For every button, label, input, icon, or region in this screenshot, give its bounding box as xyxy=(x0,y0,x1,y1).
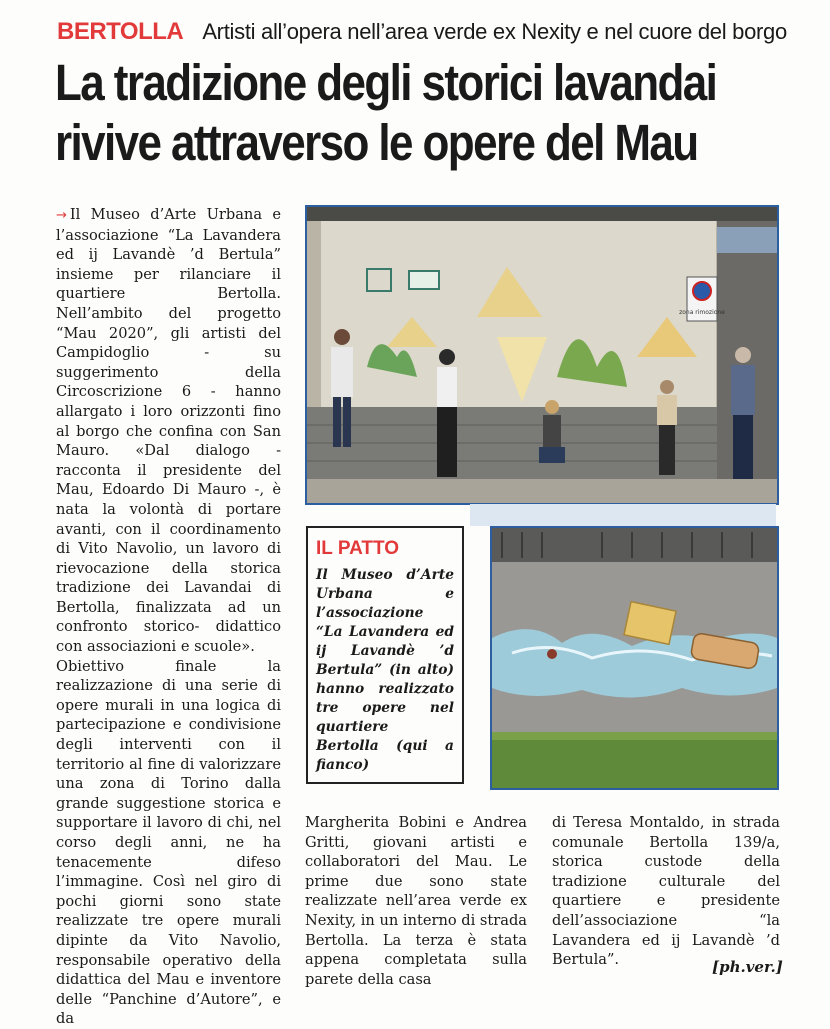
article-column-1 xyxy=(56,205,281,1029)
kicker xyxy=(57,18,787,52)
article-column-3 xyxy=(552,813,780,970)
photo-mural-group xyxy=(305,205,779,505)
headline-line-2: rivive attraverso le opere del Mau xyxy=(55,114,698,172)
photo-credit: [ph.ver.] xyxy=(712,958,783,976)
kicker-summary: Artisti all’opera nell’area verde ex Nexity e nel cuore del borgo xyxy=(202,19,787,44)
photo-mural-group-image xyxy=(307,207,777,503)
lead-arrow-icon: → xyxy=(56,208,67,223)
sidebar-box xyxy=(306,526,464,784)
box-label: IL PATTO xyxy=(316,538,400,559)
paragraph-1 xyxy=(56,205,281,657)
no-parking-sign-text: zona rimozione xyxy=(679,309,725,316)
paragraph-2: Obiettivo finale la realizzazione di una serie di opere murali in una logica di partecipazione e condivisione degli interventi con il territorio al fine di valorizzare una zona di Torino dalla grande suggestione storica e supportare il lavoro di chi, nel corso degli anni, ne ha tenacemente difeso l’immagine. Così nel giro di pochi giorni sono state realizzate tre opere murali dipinte da Vito Navolio, responsabile operativo della didattica del Mau e inventore delle “Panchine d’Autore”, e da xyxy=(56,657,281,1028)
photo-laundry-mural-image xyxy=(492,528,777,788)
headline-line-1: La tradizione degli storici lavandai xyxy=(55,55,717,112)
section-label: BERTOLLA xyxy=(57,18,184,45)
headline xyxy=(55,54,795,174)
photo-laundry-mural xyxy=(490,526,779,790)
box-text: Il Museo d’Arte Urbana e l’associazione “La Lavandera ed ij Lavandè ’d Bertula” (in alto) hanno realizzato tre opere nel quartiere Bertolla (qui a fianco) xyxy=(316,567,454,773)
paragraph-4: di Teresa Montaldo, in strada comunale Bertolla 139/a, storica custode della tradizione culturale del quartiere e presidente dell’associazione “la Lavandera ed ij Lavandè ’d Bertula”. xyxy=(552,814,780,969)
paragraph-3: Margherita Bobini e Andrea Gritti, giovani artisti e collaboratori del Mau. Le prime due sono state realizzate nell’area verde ex Nexity, in un interno di strada Bertolla. La terza è stata appena completata sulla parete della casa xyxy=(305,814,527,988)
photo-caption-band xyxy=(470,504,776,526)
article-column-2 xyxy=(305,813,527,989)
paragraph-1-text: Il Museo d’Arte Urbana e l’associazione “La Lavandera ed ij Lavandè ’d Bertula” insieme per rilanciare il quartiere Bertolla. Nell’ambito del progetto “Mau 2020”, gli artisti del Campidoglio - su suggerimento della Circoscrizione 6 - hanno allargato i loro orizzonti fino al borgo che confina con San Mauro. «Dal dialogo - racconta il presidente del Mau, Edoardo Di Mauro -, è nata la volontà di portare avanti, con il coordinamento di Vito Navolio, un lavoro di rievocazione della storica tradizione dei Lavandai di Bertolla, finalizzata ad un confronto storico- didattico con associazioni e scuole». xyxy=(56,206,281,656)
